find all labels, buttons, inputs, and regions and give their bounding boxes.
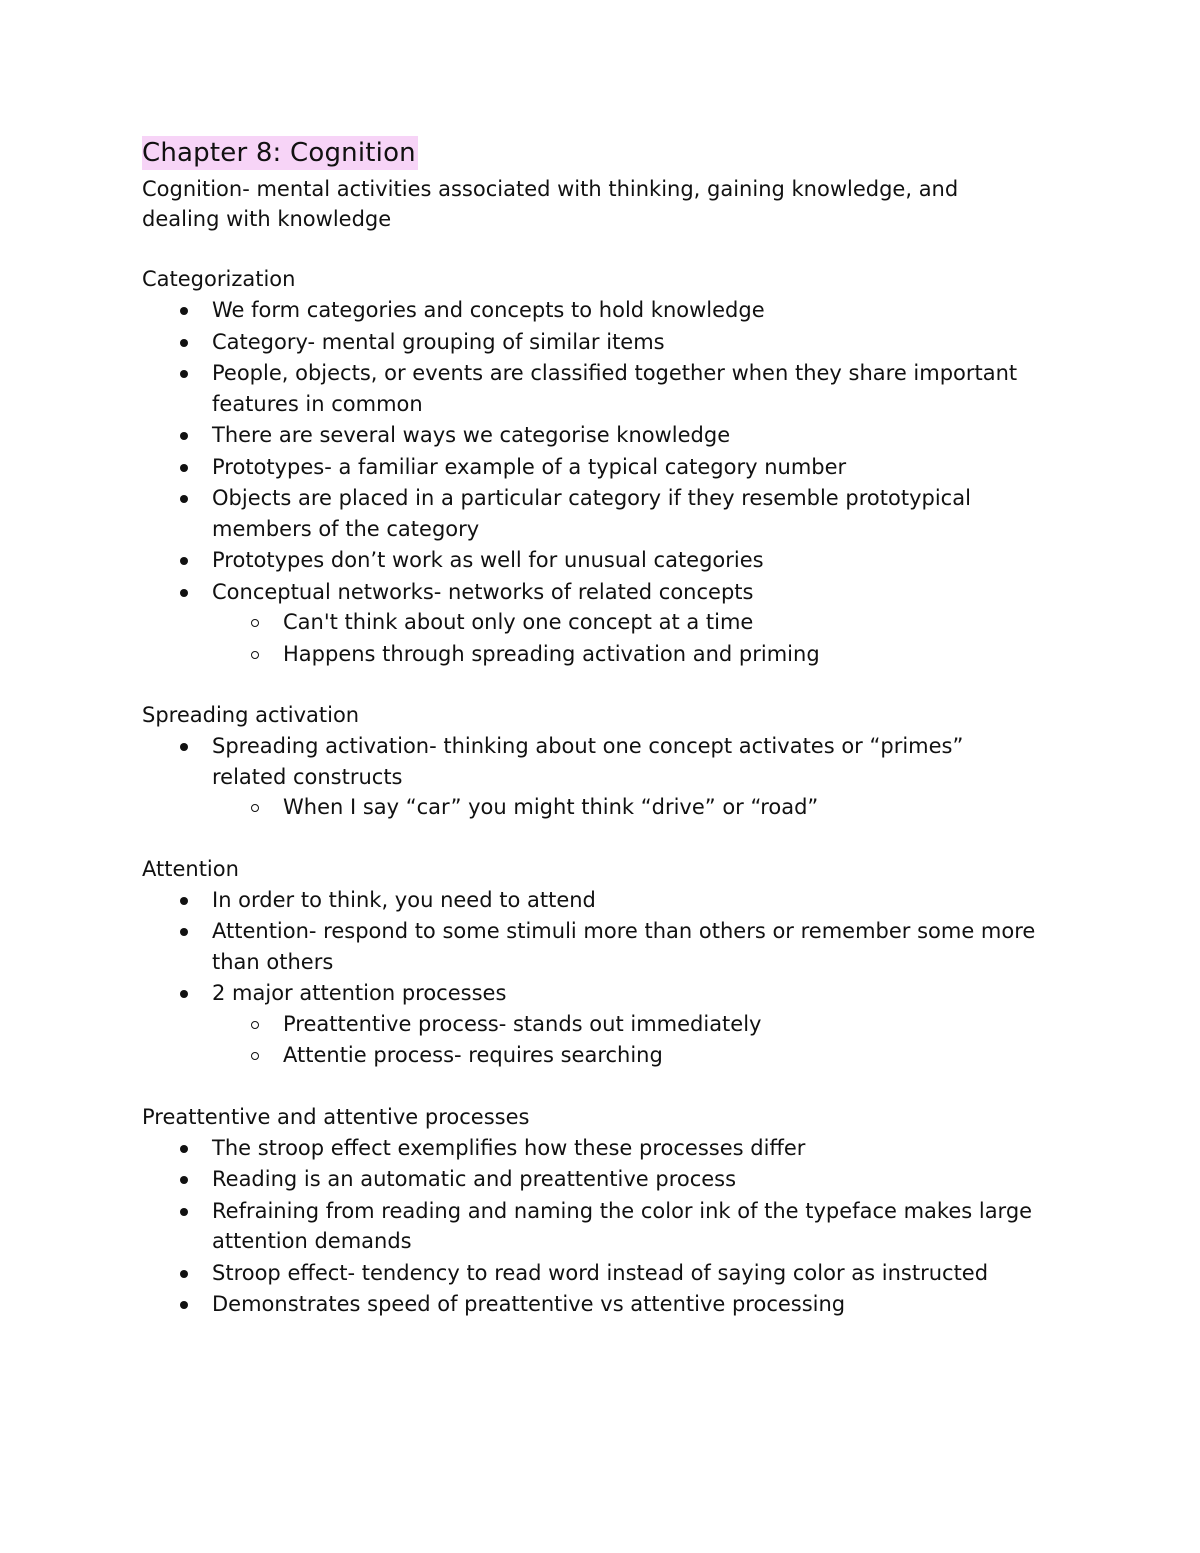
sub-list-item: [212, 792, 1042, 824]
hollow-bullet-icon: [251, 1052, 259, 1060]
list-item: [142, 358, 1042, 419]
list-item-text: There are several ways we categorise knowledge: [212, 423, 731, 447]
list-item: [142, 978, 1042, 1072]
list-item: [142, 577, 1042, 671]
document-page: [142, 136, 1042, 1321]
sub-list-item: [212, 607, 1042, 639]
hollow-bullet-icon: [251, 804, 259, 812]
filled-bullet-icon: [180, 370, 188, 378]
list-item: [142, 885, 1042, 916]
list-item-text: Objects are placed in a particular category if they resemble prototypical members of the category: [212, 486, 971, 541]
hollow-bullet-icon: [251, 1021, 259, 1029]
sub-bullet-list: [212, 792, 1042, 824]
section-heading: Preattentive and attentive processes: [142, 1104, 530, 1129]
intro-paragraph: Cognition- mental activities associated with thinking, gaining knowledge, and dealing with knowledge: [142, 177, 959, 231]
sections-container: [142, 264, 1042, 1320]
filled-bullet-icon: [180, 557, 188, 565]
filled-bullet-icon: [180, 1208, 188, 1216]
list-item-text: The stroop effect exemplifies how these processes differ: [212, 1135, 806, 1160]
list-item-text: Spreading activation- thinking about one concept activates or “primes” related constructs: [212, 734, 964, 789]
list-item-text: Refraining from reading and naming the color ink of the typeface makes large attention demands: [212, 1198, 1033, 1253]
sub-list-item-text: Can't think about only one concept at a time: [283, 610, 754, 634]
sub-list-item-text: Attentie process- requires searching: [283, 1043, 663, 1067]
list-item: [142, 1164, 1042, 1195]
filled-bullet-icon: [180, 589, 188, 597]
list-item: [142, 327, 1042, 358]
bullet-list: [142, 885, 1042, 1072]
hollow-bullet-icon: [251, 619, 259, 627]
list-item: [142, 483, 1042, 544]
sub-list-item-text: Happens through spreading activation and priming: [283, 641, 820, 666]
filled-bullet-icon: [180, 1301, 188, 1309]
bullet-list: [142, 1133, 1042, 1320]
list-item: [142, 916, 1042, 977]
section-heading: Categorization: [142, 267, 296, 291]
bullet-list: [142, 731, 1042, 824]
filled-bullet-icon: [180, 1145, 188, 1153]
list-item: [142, 1258, 1042, 1289]
filled-bullet-icon: [180, 743, 188, 751]
filled-bullet-icon: [180, 464, 188, 472]
list-item-text: Demonstrates speed of preattentive vs attentive processing: [212, 1292, 846, 1316]
section-attention: [142, 854, 1042, 1072]
list-item: [142, 1289, 1042, 1320]
list-item-text: In order to think, you need to attend: [212, 887, 596, 912]
list-item-text: Category- mental grouping of similar items: [212, 329, 665, 354]
filled-bullet-icon: [180, 339, 188, 347]
sub-bullet-list: [212, 607, 1042, 670]
sub-list-item: [212, 1040, 1042, 1072]
hollow-bullet-icon: [251, 651, 259, 659]
list-item-text: People, objects, or events are classified together when they share important features in common: [212, 361, 1018, 416]
list-item-text: Stroop effect- tendency to read word instead of saying color as instructed: [212, 1260, 989, 1285]
list-item: [142, 452, 1042, 483]
sub-bullet-list: [212, 1009, 1042, 1072]
list-item-text: 2 major attention processes: [212, 981, 507, 1005]
filled-bullet-icon: [180, 897, 188, 905]
list-item: [142, 420, 1042, 451]
filled-bullet-icon: [180, 307, 188, 315]
sub-list-item: [212, 1009, 1042, 1041]
section-heading: Spreading activation: [142, 703, 360, 727]
list-item-text: Reading is an automatic and preattentive process: [212, 1167, 737, 1191]
section-heading: Attention: [142, 856, 239, 881]
filled-bullet-icon: [180, 432, 188, 440]
title-line: [142, 136, 1042, 172]
list-item: [142, 1196, 1042, 1257]
filled-bullet-icon: [180, 990, 188, 998]
bullet-list: [142, 295, 1042, 670]
list-item-text: Prototypes don’t work as well for unusual categories: [212, 548, 764, 572]
filled-bullet-icon: [180, 1270, 188, 1278]
list-item: [142, 1133, 1042, 1164]
list-item-text: Prototypes- a familiar example of a typical category number: [212, 454, 847, 479]
sub-list-item-text: Preattentive process- stands out immediately: [283, 1011, 762, 1036]
list-item: [142, 295, 1042, 326]
section-spreading-activation: [142, 700, 1042, 824]
list-item-text: Conceptual networks- networks of related concepts: [212, 579, 754, 604]
list-item-text: We form categories and concepts to hold knowledge: [212, 298, 765, 322]
filled-bullet-icon: [180, 1176, 188, 1184]
sub-list-item: [212, 639, 1042, 671]
list-item-text: Attention- respond to some stimuli more than others or remember some more than others: [212, 919, 1036, 974]
section-categorization: [142, 264, 1042, 670]
filled-bullet-icon: [180, 928, 188, 936]
list-item: [142, 545, 1042, 576]
filled-bullet-icon: [180, 495, 188, 503]
section-preattentive-and-attentive-processes: [142, 1102, 1042, 1320]
sub-list-item-text: When I say “car” you might think “drive” or “road”: [283, 795, 819, 819]
list-item: [142, 731, 1042, 824]
page-title: Chapter 8: Cognition: [142, 138, 416, 168]
